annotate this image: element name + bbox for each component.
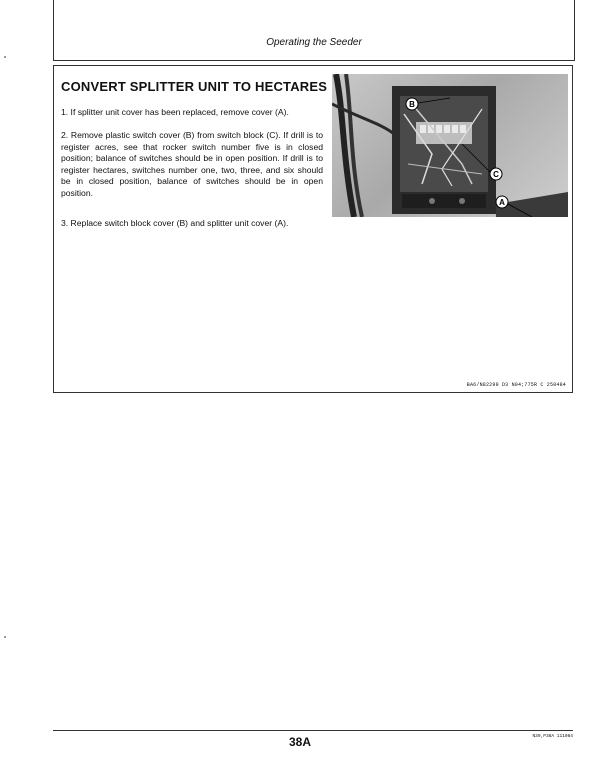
header-title: Operating the Seeder [266, 37, 362, 48]
margin-mark [4, 56, 6, 58]
step-2: 2. Remove plastic switch cover (B) from switch block (C). If drill is to register acres, see that rocker switch number five is in closed position; balance of switches should be in open position. If drill is to register hectares, switches number one, two, three, and six should be in closed position, balance of switches should be in open position. [61, 130, 323, 198]
svg-text:B: B [409, 100, 415, 109]
svg-text:C: C [493, 170, 499, 179]
margin-mark [4, 636, 6, 638]
section-box [53, 65, 573, 393]
section-title: CONVERT SPLITTER UNIT TO HECTARES [61, 79, 328, 94]
step-1: 1. If splitter unit cover has been replaced, remove cover (A). [61, 107, 289, 117]
splitter-unit-photo [332, 74, 568, 217]
figure-reference: BA6/N82299 D3 N04;775R C 250484 [466, 382, 566, 388]
footer-code: N30,P38A 111084 [532, 734, 573, 739]
header-frame [53, 0, 575, 61]
svg-text:A: A [499, 198, 505, 207]
step-3: 3. Replace switch block cover (B) and splitter unit cover (A). [61, 218, 289, 228]
footer-rule [53, 730, 573, 731]
page-number: 38A [288, 735, 311, 749]
